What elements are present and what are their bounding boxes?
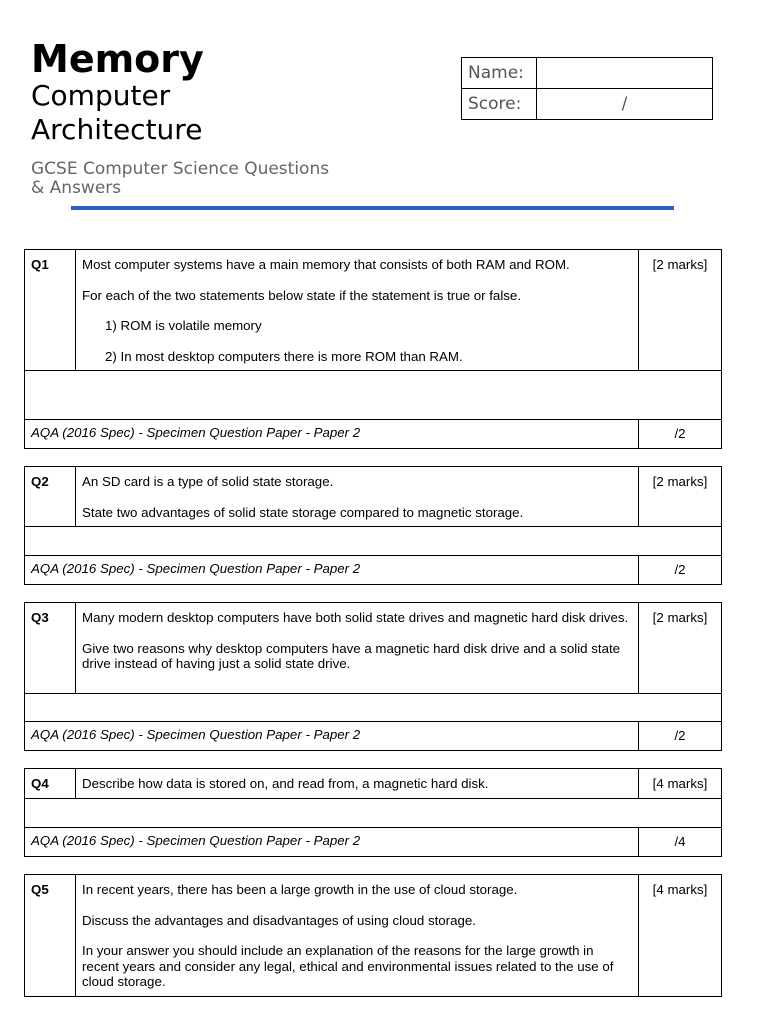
question-paragraph: Most computer systems have a main memory that consists of both RAM and ROM. xyxy=(82,257,570,272)
question-paragraph: Discuss the advantages and disadvantages of using cloud storage. xyxy=(82,912,476,928)
subtitle-line: Computer xyxy=(31,79,171,112)
score-cell: /2 xyxy=(639,420,722,449)
answer-area[interactable] xyxy=(25,799,722,828)
score-cell: /2 xyxy=(639,556,722,585)
source-reference: AQA (2016 Spec) - Specimen Question Paper - Paper 2 xyxy=(25,722,639,751)
question-number: Q3 xyxy=(25,603,76,694)
question-statement: 1) ROM is volatile memory xyxy=(105,318,262,333)
marks-label: [2 marks] xyxy=(639,467,722,527)
subtitle-line: Architecture xyxy=(31,113,203,146)
score-field[interactable]: / xyxy=(537,89,713,120)
source-reference: AQA (2016 Spec) - Specimen Question Paper - Paper 2 xyxy=(25,828,639,857)
source-reference: AQA (2016 Spec) - Specimen Question Paper - Paper 2 xyxy=(25,556,639,585)
question-paragraph: State two advantages of solid state storage compared to magnetic storage. xyxy=(82,504,524,520)
name-field[interactable] xyxy=(537,58,713,89)
question-number: Q2 xyxy=(25,467,76,527)
tagline-line: GCSE Computer Science Questions xyxy=(31,159,330,179)
question-paragraph: In your answer you should include an explanation of the reasons for the large growth in recent years and consider any legal, ethical and environmental issues related to the use of cloud storage. xyxy=(82,943,614,989)
answer-area[interactable] xyxy=(25,371,722,420)
question-number: Q1 xyxy=(25,250,76,371)
source-reference: AQA (2016 Spec) - Specimen Question Paper - Paper 2 xyxy=(25,420,639,449)
page-title: Memory xyxy=(31,37,204,81)
marks-label: [4 marks] xyxy=(639,875,722,997)
question-paragraph: In recent years, there has been a large growth in the use of cloud storage. xyxy=(82,882,518,897)
question-text xyxy=(76,875,639,997)
question-paragraph: Give two reasons why desktop computers have a magnetic hard disk drive and a solid state drive instead of having just a solid state drive. xyxy=(82,640,621,671)
answer-area[interactable] xyxy=(25,694,722,722)
question-q2 xyxy=(24,466,722,585)
marks-label: [2 marks] xyxy=(639,250,722,371)
marks-label: [2 marks] xyxy=(639,603,722,694)
question-q1 xyxy=(24,249,722,449)
question-q4 xyxy=(24,768,722,857)
question-text xyxy=(76,250,639,371)
question-number: Q4 xyxy=(25,769,76,799)
question-text xyxy=(76,769,639,799)
question-text xyxy=(76,603,639,694)
question-paragraph: Many modern desktop computers have both solid state drives and magnetic hard disk drives. xyxy=(82,610,629,625)
marks-label: [4 marks] xyxy=(639,769,722,799)
question-number: Q5 xyxy=(25,875,76,997)
question-paragraph: For each of the two statements below state if the statement is true or false. xyxy=(82,287,522,303)
header-divider xyxy=(71,206,674,210)
score-cell: /4 xyxy=(639,828,722,857)
tagline-line: & Answers xyxy=(31,178,122,198)
name-label: Name: xyxy=(462,58,537,89)
student-info-box xyxy=(461,57,713,120)
score-label: Score: xyxy=(462,89,537,120)
question-statement: 2) In most desktop computers there is more ROM than RAM. xyxy=(105,348,463,364)
tagline xyxy=(31,160,329,198)
question-text xyxy=(76,467,639,527)
page-subtitle xyxy=(31,79,202,147)
answer-area[interactable] xyxy=(25,527,722,556)
question-q3 xyxy=(24,602,722,751)
score-cell: /2 xyxy=(639,722,722,751)
question-paragraph: Describe how data is stored on, and read from, a magnetic hard disk. xyxy=(82,776,489,791)
question-paragraph: An SD card is a type of solid state storage. xyxy=(82,474,334,489)
question-q5 xyxy=(24,874,722,997)
